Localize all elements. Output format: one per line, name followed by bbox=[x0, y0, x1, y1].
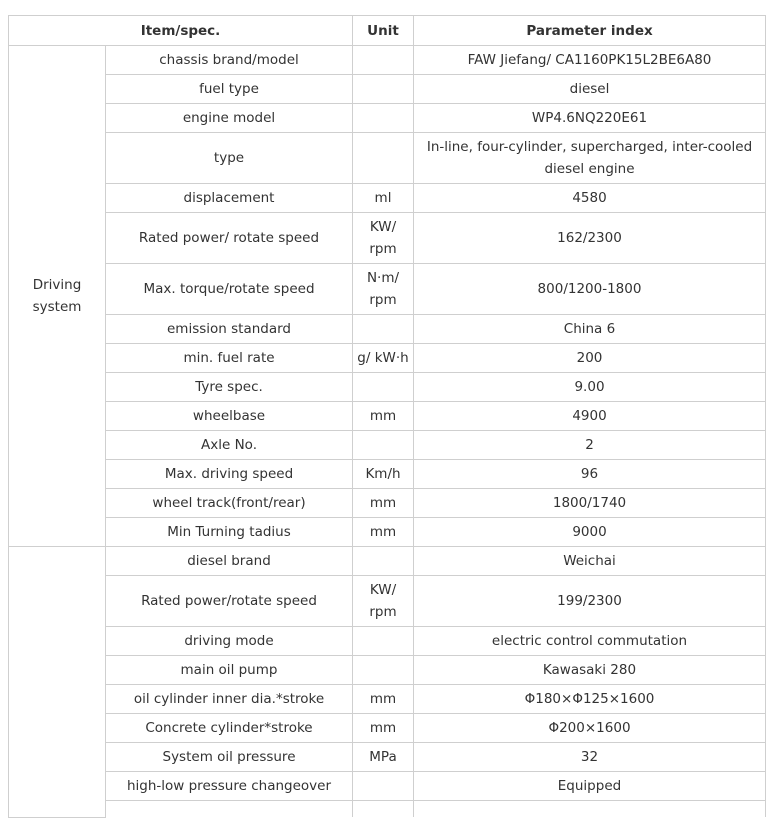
table-row bbox=[9, 133, 766, 184]
cell-unit: MPa bbox=[353, 743, 414, 772]
cell-unit bbox=[353, 656, 414, 685]
cell-value: 199/2300 bbox=[414, 576, 766, 627]
cell-unit bbox=[353, 133, 414, 184]
cell-value: 1800/1740 bbox=[414, 489, 766, 518]
cell-item: Tyre spec. bbox=[106, 373, 353, 402]
cell-unit: mm bbox=[353, 518, 414, 547]
cell-item: Max. driving speed bbox=[106, 460, 353, 489]
cell-value: China 6 bbox=[414, 315, 766, 344]
cell-unit bbox=[353, 547, 414, 576]
table-row bbox=[9, 213, 766, 264]
cell-unit: mm bbox=[353, 489, 414, 518]
cell-item: Max. torque/rotate speed bbox=[106, 264, 353, 315]
cell-value: 2 bbox=[414, 431, 766, 460]
cell-value: Kawasaki 280 bbox=[414, 656, 766, 685]
table-row bbox=[9, 772, 766, 801]
cell-item: main oil pump bbox=[106, 656, 353, 685]
cell-empty bbox=[414, 801, 766, 818]
cell-unit: mm bbox=[353, 685, 414, 714]
cell-item: diesel brand bbox=[106, 547, 353, 576]
cell-item: Axle No. bbox=[106, 431, 353, 460]
cell-value: 32 bbox=[414, 743, 766, 772]
cell-value: 200 bbox=[414, 344, 766, 373]
table-row bbox=[9, 627, 766, 656]
cell-unit bbox=[353, 315, 414, 344]
cell-value: 800/1200-1800 bbox=[414, 264, 766, 315]
cell-unit: mm bbox=[353, 714, 414, 743]
table-row bbox=[9, 576, 766, 627]
table-row bbox=[9, 431, 766, 460]
cell-value: 96 bbox=[414, 460, 766, 489]
group-label: Driving system bbox=[9, 46, 106, 547]
cell-unit: KW/ rpm bbox=[353, 576, 414, 627]
cell-value: 9.00 bbox=[414, 373, 766, 402]
cell-unit: mm bbox=[353, 402, 414, 431]
table-row bbox=[9, 315, 766, 344]
cell-value: 4900 bbox=[414, 402, 766, 431]
header-param: Parameter index bbox=[414, 16, 766, 46]
cell-value: 162/2300 bbox=[414, 213, 766, 264]
table-row bbox=[9, 714, 766, 743]
header-item: Item/spec. bbox=[9, 16, 353, 46]
cell-value: 9000 bbox=[414, 518, 766, 547]
cell-item: fuel type bbox=[106, 75, 353, 104]
cell-unit bbox=[353, 772, 414, 801]
table-row bbox=[9, 685, 766, 714]
cell-item: engine model bbox=[106, 104, 353, 133]
table-row bbox=[9, 373, 766, 402]
cell-value: Φ200×1600 bbox=[414, 714, 766, 743]
cell-item: high-low pressure changeover bbox=[106, 772, 353, 801]
cell-unit bbox=[353, 373, 414, 402]
cell-value: diesel bbox=[414, 75, 766, 104]
spec-table bbox=[8, 15, 766, 818]
cell-item: chassis brand/model bbox=[106, 46, 353, 75]
group-label bbox=[9, 547, 106, 818]
table-row bbox=[9, 656, 766, 685]
cell-unit: g/ kW·h bbox=[353, 344, 414, 373]
cell-value: In-line, four-cylinder, supercharged, inter-cooled diesel engine bbox=[414, 133, 766, 184]
table-row bbox=[9, 184, 766, 213]
table-row bbox=[9, 743, 766, 772]
cell-item: System oil pressure bbox=[106, 743, 353, 772]
cell-item: displacement bbox=[106, 184, 353, 213]
table-row bbox=[9, 489, 766, 518]
table-row bbox=[9, 460, 766, 489]
table-row bbox=[9, 264, 766, 315]
table-row-partial bbox=[9, 801, 766, 818]
cell-item: wheel track(front/rear) bbox=[106, 489, 353, 518]
table-row bbox=[9, 104, 766, 133]
header-row bbox=[9, 16, 766, 46]
table-row bbox=[9, 402, 766, 431]
cell-value: Equipped bbox=[414, 772, 766, 801]
table-row bbox=[9, 547, 766, 576]
table-row bbox=[9, 75, 766, 104]
cell-unit bbox=[353, 104, 414, 133]
cell-item: driving mode bbox=[106, 627, 353, 656]
cell-value: 4580 bbox=[414, 184, 766, 213]
cell-item: emission standard bbox=[106, 315, 353, 344]
cell-unit bbox=[353, 627, 414, 656]
cell-value: Φ180×Φ125×1600 bbox=[414, 685, 766, 714]
cell-item: wheelbase bbox=[106, 402, 353, 431]
cell-unit bbox=[353, 46, 414, 75]
cell-item: min. fuel rate bbox=[106, 344, 353, 373]
cell-item: Rated power/ rotate speed bbox=[106, 213, 353, 264]
cell-item: Rated power/rotate speed bbox=[106, 576, 353, 627]
cell-unit: KW/ rpm bbox=[353, 213, 414, 264]
cell-item: type bbox=[106, 133, 353, 184]
cell-unit: ml bbox=[353, 184, 414, 213]
header-unit: Unit bbox=[353, 16, 414, 46]
cell-unit: Km/h bbox=[353, 460, 414, 489]
cell-empty bbox=[353, 801, 414, 818]
cell-unit bbox=[353, 431, 414, 460]
table-row bbox=[9, 46, 766, 75]
cell-empty bbox=[106, 801, 353, 818]
cell-value: electric control commutation bbox=[414, 627, 766, 656]
spec-body bbox=[9, 46, 766, 818]
cell-value: WP4.6NQ220E61 bbox=[414, 104, 766, 133]
table-row bbox=[9, 344, 766, 373]
cell-value: FAW Jiefang/ CA1160PK15L2BE6A80 bbox=[414, 46, 766, 75]
cell-value: Weichai bbox=[414, 547, 766, 576]
table-row bbox=[9, 518, 766, 547]
cell-item: Min Turning tadius bbox=[106, 518, 353, 547]
cell-item: Concrete cylinder*stroke bbox=[106, 714, 353, 743]
cell-item: oil cylinder inner dia.*stroke bbox=[106, 685, 353, 714]
cell-unit bbox=[353, 75, 414, 104]
cell-unit: N·m/ rpm bbox=[353, 264, 414, 315]
